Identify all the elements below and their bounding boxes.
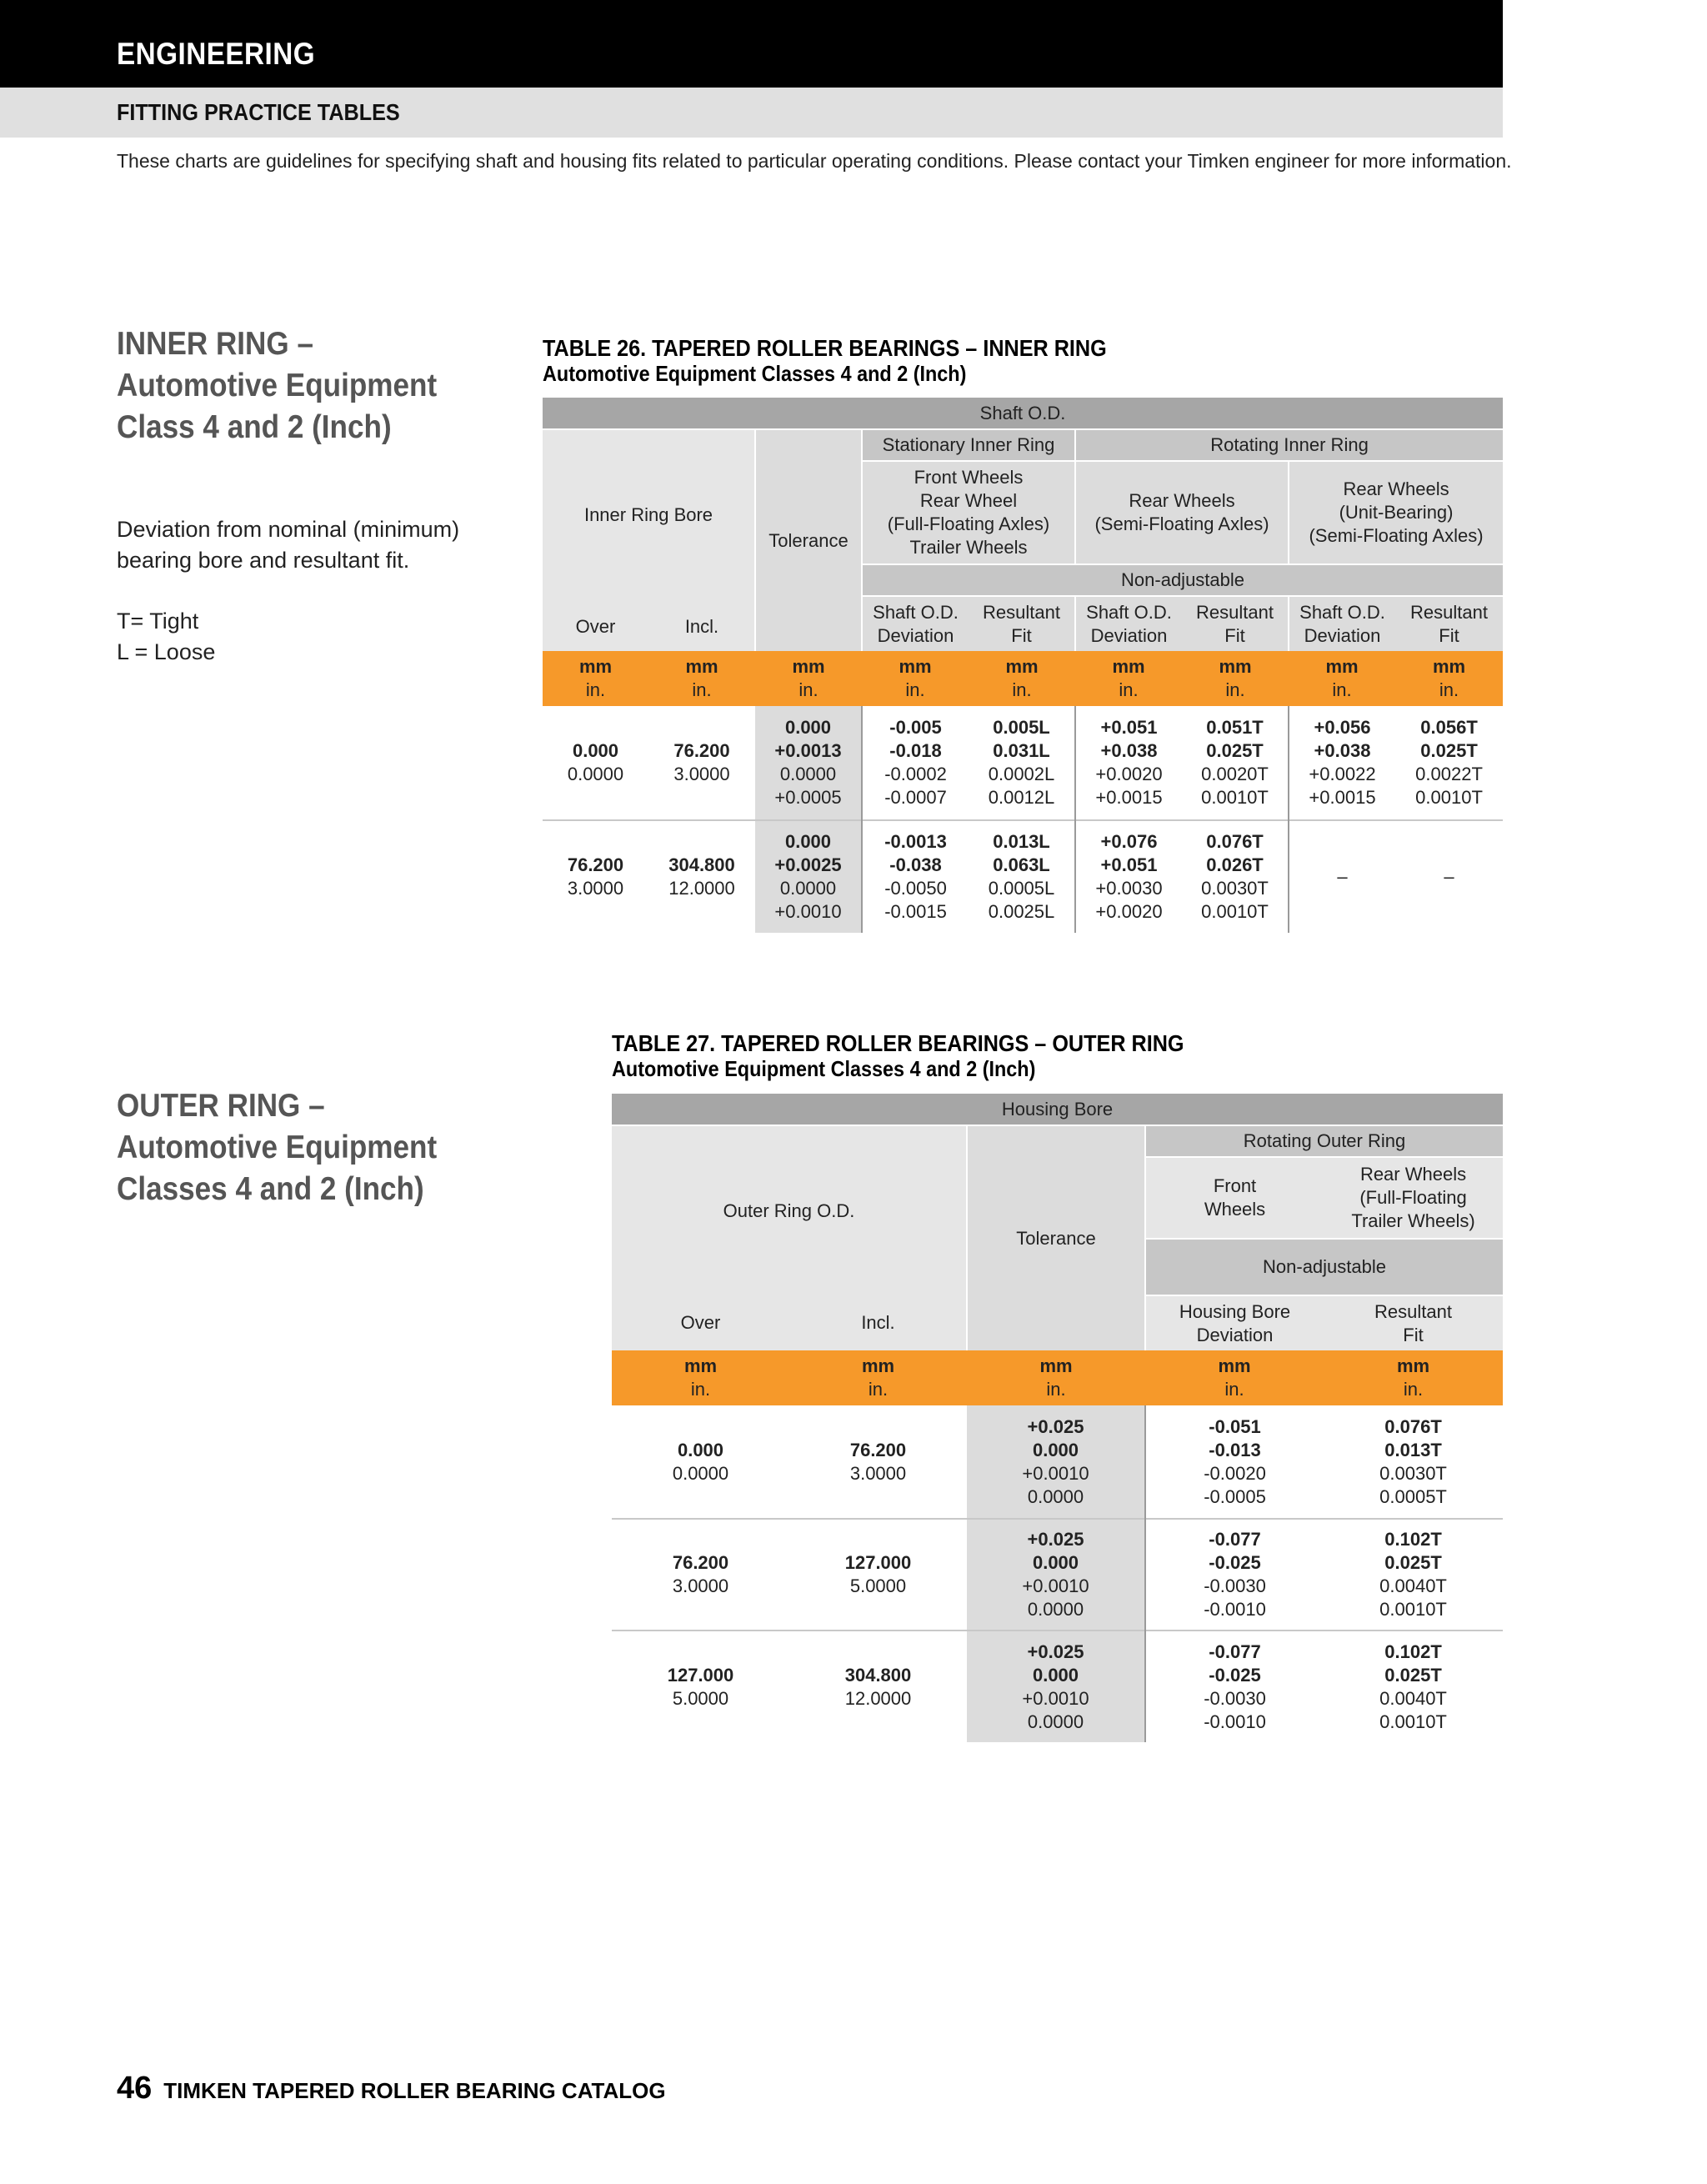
table26-nonadjustable-header: Non-adjustable [862,564,1503,596]
table26-r1-fit3: 0.056T 0.025T 0.0022T 0.0010T [1415,717,1483,808]
table26-caption [543,335,1169,387]
table27-r3-dev: -0.077 -0.025 -0.0030 -0.0010 [1145,1630,1324,1742]
table26-r2-fit3: – [1395,820,1503,933]
table26-r1-incl: 76.200 3.0000 [673,740,730,784]
table27-r3-incl: 304.800 12.0000 [789,1630,967,1742]
table26-dev-header-1: Shaft O.D. Deviation [862,596,969,651]
table26-fit-header-3: Resultant Fit [1395,596,1503,651]
table27-tolerance-header: Tolerance [967,1125,1145,1350]
table27-r3-tolerance: +0.025 0.000 +0.0010 0.0000 [967,1630,1145,1742]
table27-r1-over: 0.000 0.0000 [672,1439,729,1484]
table26-fit-header-1: Resultant Fit [969,596,1075,651]
section-title: ENGINEERING [117,37,316,71]
table26-group3-header: Rear Wheels (Unit-Bearing) (Semi-Floating Axles) [1289,461,1503,564]
table26-group1-header: Front Wheels Rear Wheel (Full-Floating Axles) Trailer Wheels [862,461,1075,564]
unit-cell: mm in. [1182,651,1289,706]
table27-caption [612,1030,1248,1082]
unit-cell: mm in. [543,651,648,706]
unit-cell: mm in. [1075,651,1182,706]
header-bar [0,0,1503,88]
catalog-name: TIMKEN TAPERED ROLLER BEARING CATALOG [163,2078,666,2103]
table27-top-header: Housing Bore [612,1094,1503,1125]
table27-rear-header: Rear Wheels (Full-Floating Trailer Wheels) [1324,1157,1503,1239]
table27-r2-incl: 127.000 5.0000 [789,1519,967,1630]
table26-subtitle: Automotive Equipment Classes 4 and 2 (Inch) [543,361,967,386]
table27-r2-dev: -0.077 -0.025 -0.0030 -0.0010 [1145,1519,1324,1630]
table26-r1-tolerance: 0.000 +0.0013 0.0000 +0.0005 [755,706,862,820]
table27-r3-fit: 0.102T 0.025T 0.0040T 0.0010T [1324,1630,1503,1742]
inner-ring-description: Deviation from nominal (minimum) bearing bore and resultant fit. [117,517,460,573]
table27-incl-header: Incl. [861,1312,895,1333]
unit-cell: mm in. [755,651,862,706]
table26 [543,398,1503,933]
table27-r1-tolerance: +0.025 0.000 +0.0010 0.0000 [967,1405,1145,1519]
unit-cell: mm in. [612,1350,789,1405]
table26-r2-dev1: -0.0013 -0.038 -0.0050 -0.0015 [862,820,969,933]
table26-r2-fit2: 0.076T 0.026T 0.0030T 0.0010T [1182,820,1289,933]
table26-top-header: Shaft O.D. [543,398,1503,429]
unit-cell: mm in. [1324,1350,1503,1405]
table27-over-header: Over [680,1312,721,1333]
table27-subtitle: Automotive Equipment Classes 4 and 2 (Inch) [612,1056,1036,1081]
page-number: 46 [117,2071,153,2106]
table26-r1-dev1: -0.005 -0.018 -0.0002 -0.0007 [862,706,969,820]
table26-r2-dev2: +0.076 +0.051 +0.0030 +0.0020 [1075,820,1182,933]
table26-r2-tolerance: 0.000 +0.0025 0.0000 +0.0010 [755,820,862,933]
table26-title: TABLE 26. TAPERED ROLLER BEARINGS – INNER RING [543,335,1107,361]
unit-cell: mm in. [967,1350,1145,1405]
table27-rotating-header: Rotating Outer Ring [1145,1125,1503,1157]
unit-cell: mm in. [1289,651,1395,706]
table26-units-row [543,651,1503,706]
table27-r2-over: 76.200 3.0000 [612,1519,789,1630]
table-row [612,1405,1503,1519]
table27-title: TABLE 27. TAPERED ROLLER BEARINGS – OUTER RING [612,1030,1184,1056]
unit-cell: mm in. [1395,651,1503,706]
table26-r2-over: 76.200 3.0000 [543,820,648,933]
unit-cell: mm in. [648,651,755,706]
table26-r1-dev3: +0.056 +0.038 +0.0022 +0.0015 [1289,706,1395,820]
table27-r1-incl: 76.200 3.0000 [849,1439,907,1484]
inner-ring-heading: INNER RING – Automotive Equipment Class 4 and 2 (Inch) [117,326,438,445]
table26-r1-over: 0.000 0.0000 [567,740,624,784]
subsection-title: FITTING PRACTICE TABLES [117,99,400,125]
table26-bore-header: Inner Ring Bore Over Incl. [543,429,755,651]
table26-incl-header: Incl. [684,616,719,637]
table27-nonadjustable-header: Non-adjustable [1145,1239,1503,1295]
table27-dev-header: Housing Bore Deviation [1145,1295,1324,1350]
table27-r2-fit: 0.102T 0.025T 0.0040T 0.0010T [1324,1519,1503,1630]
table26-r2-fit1: 0.013L 0.063L 0.0005L 0.0025L [969,820,1075,933]
unit-cell: mm in. [969,651,1075,706]
table26-stationary-header: Stationary Inner Ring [862,429,1075,461]
table26-tolerance-header: Tolerance [755,429,862,651]
table27-r2-tolerance: +0.025 0.000 +0.0010 0.0000 [967,1519,1145,1630]
table26-group2-header: Rear Wheels (Semi-Floating Axles) [1075,461,1289,564]
table-row [612,1519,1503,1630]
table26-dev-header-3: Shaft O.D. Deviation [1289,596,1395,651]
fit-legend: T= Tight L = Loose [117,609,216,664]
outer-ring-heading: OUTER RING – Automotive Equipment Classes 4 and 2 (Inch) [117,1088,438,1207]
unit-cell: mm in. [862,651,969,706]
table27-fit-header: Resultant Fit [1324,1295,1503,1350]
intro-text: These charts are guidelines for specifying shaft and housing fits related to particular operating conditions. Please contact your Timken engineer for more information. [117,150,1512,172]
unit-cell: mm in. [789,1350,967,1405]
page-footer [117,2071,666,2106]
table26-r1-fit2: 0.051T 0.025T 0.0020T 0.0010T [1201,717,1269,808]
unit-cell: mm in. [1145,1350,1324,1405]
table27 [612,1094,1503,1742]
table-row [612,1630,1503,1742]
table26-r2-incl: 304.800 12.0000 [648,820,755,933]
table27-od-header: Outer Ring O.D. Over Incl. [612,1125,967,1350]
table27-r3-over: 127.000 5.0000 [612,1630,789,1742]
table26-r1-dev2: +0.051 +0.038 +0.0020 +0.0015 [1075,706,1182,820]
subheader-bar [0,88,1503,138]
table-row [543,820,1503,933]
table26-dev-header-2: Shaft O.D. Deviation [1075,596,1182,651]
table26-over-header: Over [575,616,616,637]
table27-r1-dev: -0.051 -0.013 -0.0020 -0.0005 [1145,1405,1324,1519]
table26-r2-dev3: – [1289,820,1395,933]
table26-r1-fit1: 0.005L 0.031L 0.0002L 0.0012L [988,717,1055,808]
table27-r1-fit: 0.076T 0.013T 0.0030T 0.0005T [1379,1415,1447,1507]
table27-front-header: Front Wheels [1145,1157,1324,1239]
table-row [543,706,1503,820]
table26-rotating-header: Rotating Inner Ring [1075,429,1503,461]
table27-units-row [612,1350,1503,1405]
table26-fit-header-2: Resultant Fit [1182,596,1289,651]
